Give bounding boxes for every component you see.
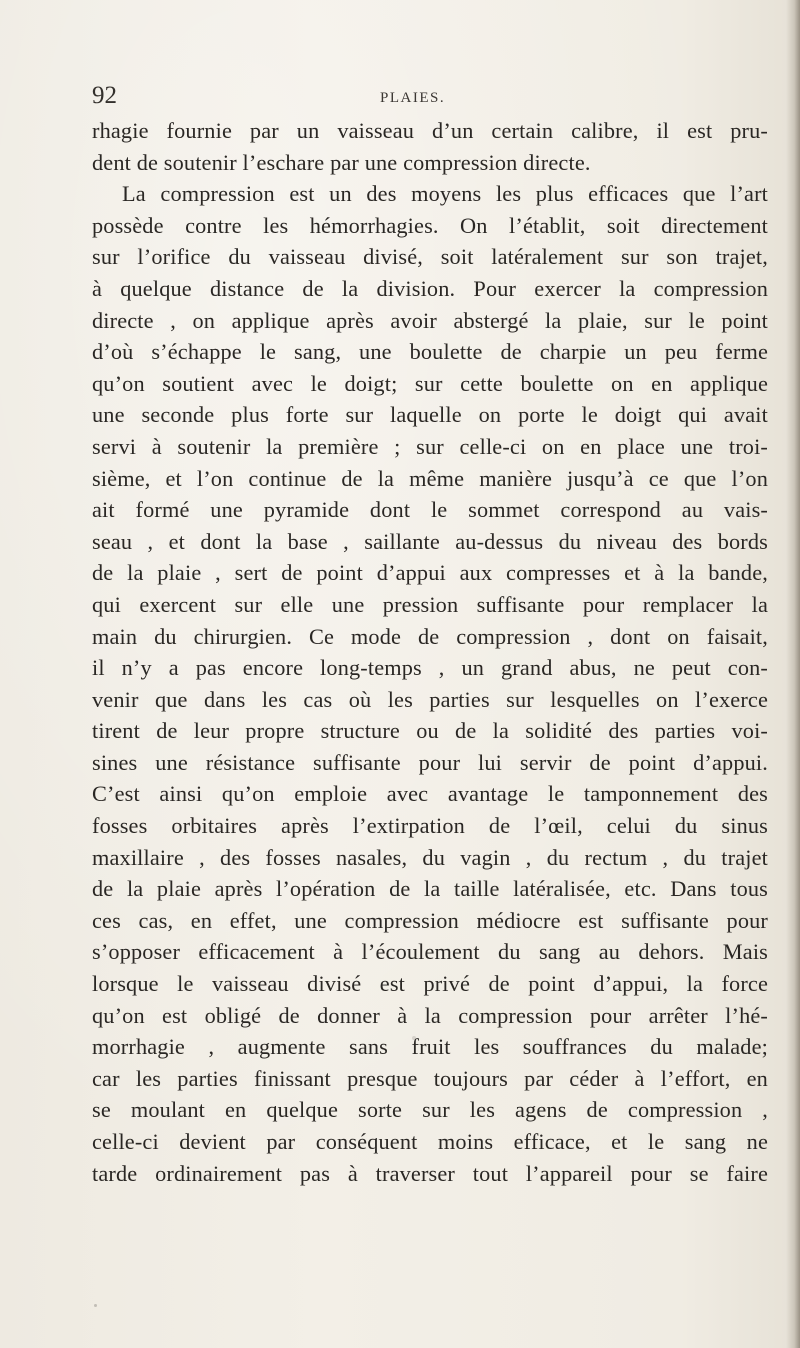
text-line: s’opposer efficacement à l’écoulement du sang au dehors. Mais xyxy=(92,939,768,965)
text-line: il n’y a pas encore long-temps , un grand abus, ne peut con- xyxy=(92,655,768,681)
text-line: tarde ordinairement pas à traverser tout l’appareil pour se faire xyxy=(92,1160,768,1186)
text-line: ces cas, en effet, une compression médiocre est suffisante pour xyxy=(92,907,768,933)
text-line: ait formé une pyramide dont le sommet correspond au vais- xyxy=(92,497,768,523)
paper-speck xyxy=(94,1304,97,1307)
text-line: sines une résistance suffisante pour lui servir de point d’appui. xyxy=(92,749,768,775)
text-line: rhagie fournie par un vaisseau d’un certain calibre, il est pru- xyxy=(92,118,768,143)
paper-speck xyxy=(412,1036,416,1040)
text-line: de la plaie , sert de point d’appui aux compresses et à la bande, xyxy=(92,560,768,586)
text-line: C’est ainsi qu’on emploie avec avantage le tamponnement des xyxy=(92,781,768,807)
text-line: venir que dans les cas où les parties sur lesquelles on l’exerce xyxy=(92,686,768,712)
text-line: servi à soutenir la première ; sur celle-ci on en place une troi- xyxy=(92,433,768,459)
page-edge-shadow xyxy=(786,0,800,1348)
text-line: car les parties finissant presque toujours par céder à l’effort, en xyxy=(92,1065,768,1091)
text-line: celle-ci devient par conséquent moins efficace, et le sang ne xyxy=(92,1129,768,1154)
text-line: à quelque distance de la division. Pour exercer la compression xyxy=(92,275,768,301)
page-number: 92 xyxy=(92,82,117,109)
text-line: possède contre les hémorrhagies. On l’établit, soit directement xyxy=(92,212,768,238)
text-line: tirent de leur propre structure ou de la solidité des parties voi- xyxy=(92,718,768,744)
body-text xyxy=(92,115,768,1189)
text-line: main du chirurgien. Ce mode de compression , dont on faisait, xyxy=(92,623,768,649)
paragraph-start-line: La compression est un des moyens les plus efficaces que l’art xyxy=(122,181,768,207)
page-header xyxy=(0,84,800,112)
text-line: fosses orbitaires après l’extirpation de l’œil, celui du sinus xyxy=(92,813,768,839)
text-line: sième, et l’on continue de la même manière jusqu’à ce que l’on xyxy=(92,465,768,491)
text-line: lorsque le vaisseau divisé est privé de point d’appui, la force xyxy=(92,971,768,997)
text-line: sur l’orifice du vaisseau divisé, soit latéralement sur son trajet, xyxy=(92,244,768,270)
text-line: qu’on est obligé de donner à la compression pour arrêter l’hé- xyxy=(92,1002,768,1028)
text-line: maxillaire , des fosses nasales, du vagin , du rectum , du trajet xyxy=(92,844,768,870)
text-line: seau , et dont la base , saillante au-dessus du niveau des bords xyxy=(92,528,768,554)
running-head: PLAIES. xyxy=(380,90,446,106)
text-line: qui exercent sur elle une pression suffisante pour remplacer la xyxy=(92,591,768,617)
text-line: morrhagie , augmente sans fruit les souffrances du malade; xyxy=(92,1034,768,1060)
text-line: d’où s’échappe le sang, une boulette de charpie un peu ferme xyxy=(92,339,768,365)
text-line: se moulant en quelque sorte sur les agens de compression , xyxy=(92,1097,768,1123)
text-line: de la plaie après l’opération de la taille latéralisée, etc. Dans tous xyxy=(92,876,768,902)
text-line: une seconde plus forte sur laquelle on porte le doigt qui avait xyxy=(92,402,768,428)
text-line: dent de soutenir l’eschare par une compression directe. xyxy=(92,149,591,175)
text-line: qu’on soutient avec le doigt; sur cette boulette on en applique xyxy=(92,370,768,396)
text-line: directe , on applique après avoir abstergé la plaie, sur le point xyxy=(92,307,768,333)
